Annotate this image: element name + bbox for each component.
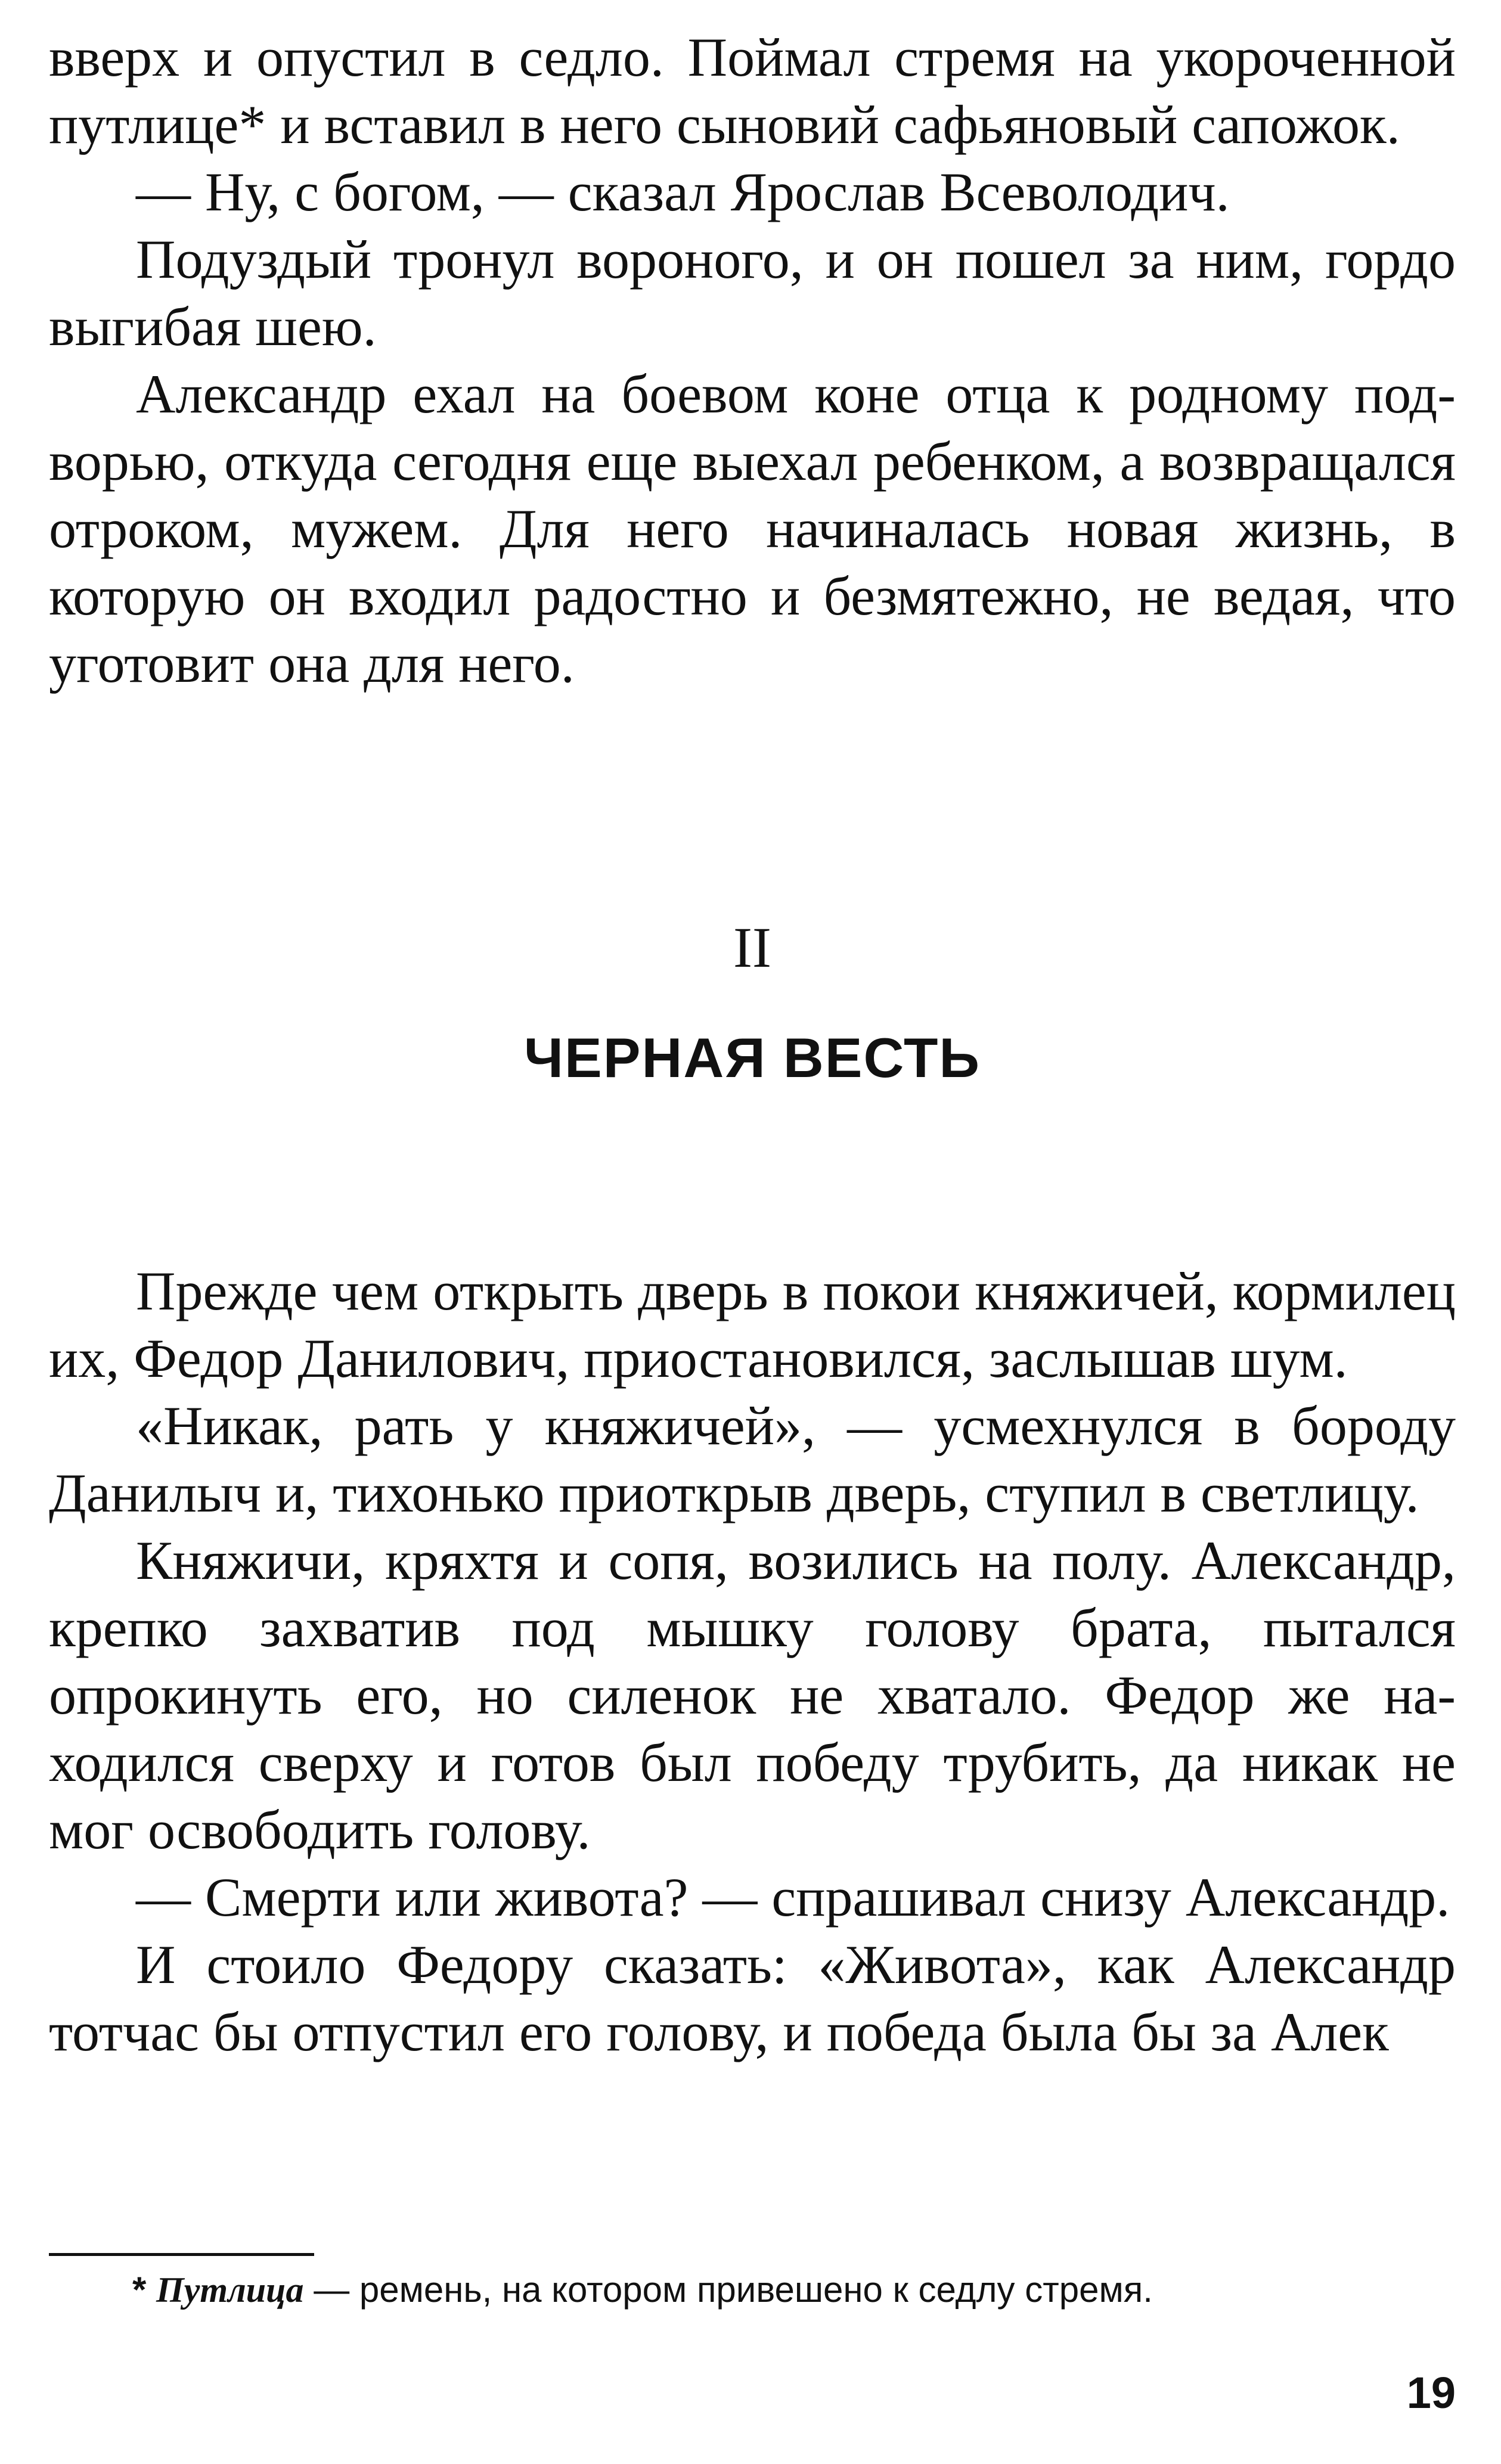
footnote-divider bbox=[49, 2253, 314, 2256]
paragraph: И стоило Федору сказать: «Живота», как Александр тотчас бы отпустил его голову, и победа была бы за Алек bbox=[49, 1934, 1456, 2062]
paragraph: Княжичи, кряхтя и сопя, возились на полу. Александр, крепко захватив под мышку голову брата, пытался опрокинуть его, но силенок не хватало. Федор же находился сверху и готов был победу трубить, да никак не мог освободить голову. bbox=[49, 1530, 1456, 1860]
paragraph: Александр ехал на боевом коне отца к родному подворью, откуда сегодня еще выехал ребенком, а возвращался отроком, мужем. Для него начиналась новая жизнь, в которую он входил радостно и безмятежно, не ведая, что уготовит она для него. bbox=[49, 364, 1456, 694]
footnote-term: Путлица bbox=[156, 2270, 304, 2310]
footnote bbox=[132, 2266, 1153, 2314]
footnote-text: — ремень, на котором привешено к седлу стремя. bbox=[303, 2270, 1153, 2310]
paragraph: — Смерти или живота? — спрашивал снизу Александр. bbox=[136, 1867, 1450, 1928]
paragraph: Подуздый тронул вороного, и он пошел за ним, гордо выгибая шею. bbox=[49, 229, 1456, 357]
footnote-marker: * bbox=[132, 2270, 147, 2310]
chapter-title: ЧЕРНАЯ ВЕСТЬ bbox=[524, 1026, 981, 1089]
paragraph: вверх и опустил в седло. Поймал стремя на укороченной путлице* и вставил в него сыновий сафьяновый сапожок. bbox=[49, 27, 1456, 155]
chapter-number: II bbox=[733, 916, 771, 979]
chapter-text bbox=[49, 1258, 1456, 2066]
paragraph: «Никак, рать у княжичей», — усмехнулся в бороду Данилыч и, тихонько приоткрыв дверь, ступил в светлицу. bbox=[49, 1395, 1456, 1523]
book-page bbox=[49, 24, 1456, 2444]
paragraph: — Ну, с богом, — сказал Ярослав Всеволодич. bbox=[136, 162, 1230, 222]
paragraph: Прежде чем открыть дверь в покои княжичей, кормилец их, Федор Данилович, приостановился, заслышав шум. bbox=[49, 1261, 1456, 1389]
page-number: 19 bbox=[1406, 2368, 1456, 2418]
continuation-text bbox=[49, 24, 1456, 697]
